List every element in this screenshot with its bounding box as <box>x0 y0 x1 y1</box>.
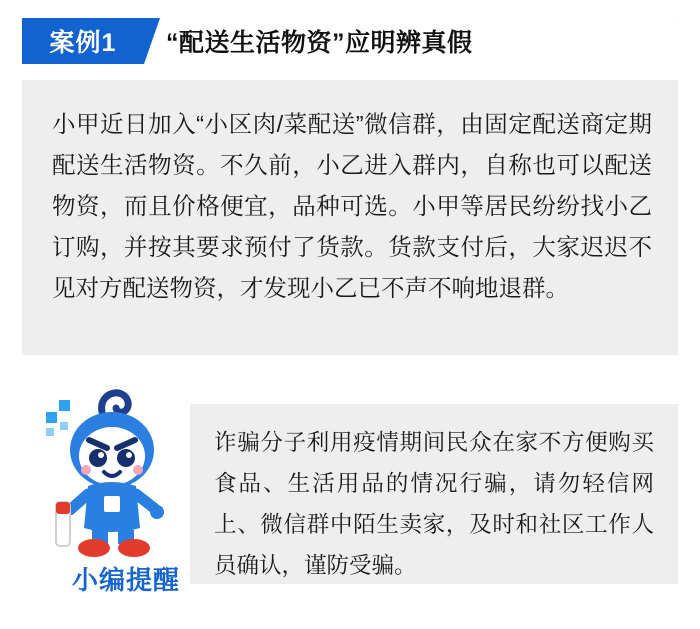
case-number-label: 案例1 <box>49 29 117 57</box>
mascot-container <box>32 382 200 607</box>
case-banner <box>22 18 678 64</box>
case-description-box <box>22 80 678 355</box>
page-title: “配送生活物资”应明辨真假 <box>166 29 473 57</box>
editor-tip-box <box>190 404 678 584</box>
editor-tip-text: 诈骗分子利用疫情期间民众在家不方便购买食品、生活用品的情况行骗，请勿轻信网上、微信群中陌生卖家，及时和社区工作人员确认，谨防受骗。 <box>214 430 654 578</box>
editor-tip-section <box>22 382 678 607</box>
blue-robot-mascot-icon <box>40 382 190 562</box>
case-description-text: 小甲近日加入“小区肉/菜配送”微信群，由固定配送商定期配送生活物资。不久前，小乙进入群内，自称也可以配送物资，而且价格便宜，品种可选。小甲等居民纷纷找小乙订购，并按其要求预付了货款。货款支付后，大家迟迟不见对方配送物资，才发现小乙已不声不响地退群。 <box>52 111 652 301</box>
editor-tip-label: 小编提醒 <box>71 565 180 595</box>
